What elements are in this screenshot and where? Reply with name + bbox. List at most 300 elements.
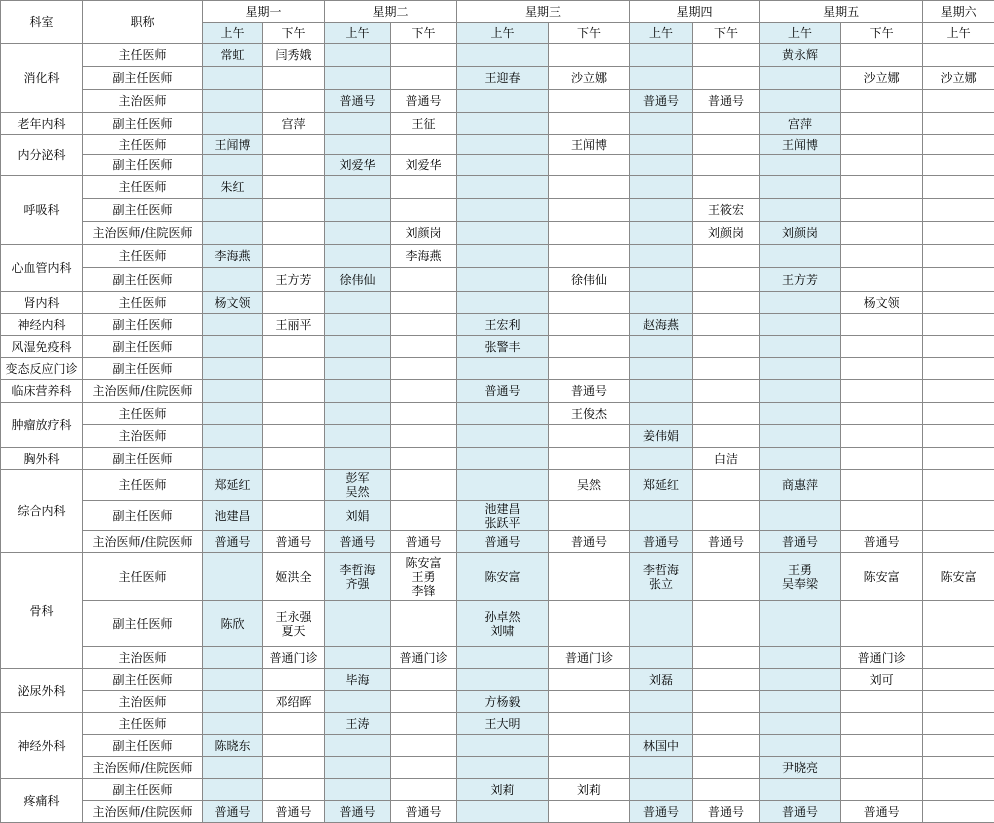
pm-header: 下午 [693, 23, 760, 44]
schedule-cell [841, 268, 923, 292]
schedule-cell [841, 713, 923, 735]
doctor-name: 普通号 [339, 94, 376, 108]
schedule-cell [923, 470, 994, 501]
title-cell: 副主任医师 [83, 669, 203, 691]
schedule-cell [263, 779, 325, 801]
schedule-cell [693, 292, 760, 314]
schedule-cell [923, 135, 994, 155]
schedule-cell [203, 314, 263, 336]
schedule-cell [457, 336, 549, 358]
schedule-cell [841, 199, 923, 222]
doctor-name: 普通号 [214, 804, 251, 819]
doctor-name: 李哲海 张立 [643, 562, 680, 591]
doctor-name: 普通号 [484, 534, 521, 549]
schedule-cell [391, 647, 457, 669]
schedule-cell [760, 553, 841, 601]
day-header-tue: 星期二 [325, 1, 457, 23]
pm-header: 下午 [263, 23, 325, 44]
schedule-cell [841, 292, 923, 314]
schedule-cell [841, 669, 923, 691]
schedule-cell [391, 292, 457, 314]
schedule-cell [923, 90, 994, 113]
schedule-cell [391, 601, 457, 647]
schedule-cell [325, 135, 391, 155]
schedule-cell [693, 135, 760, 155]
schedule-cell [325, 314, 391, 336]
schedule-cell [549, 268, 630, 292]
schedule-cell [325, 222, 391, 245]
table-row [1, 669, 994, 691]
doctor-name: 常虹 [220, 48, 245, 62]
schedule-cell [760, 245, 841, 268]
schedule-cell [549, 135, 630, 155]
doctor-name: 朱红 [220, 180, 245, 194]
schedule-cell [923, 67, 994, 90]
schedule-cell [923, 403, 994, 425]
schedule-cell [760, 757, 841, 779]
doctor-name: 李海燕 [214, 249, 251, 263]
schedule-cell [923, 553, 994, 601]
schedule-cell [325, 199, 391, 222]
table-row [1, 135, 994, 155]
schedule-cell [391, 425, 457, 448]
schedule-cell [263, 669, 325, 691]
title-cell: 副主任医师 [83, 314, 203, 336]
schedule-cell [325, 245, 391, 268]
schedule-cell [630, 757, 693, 779]
schedule-cell [325, 531, 391, 553]
schedule-cell [263, 713, 325, 735]
schedule-cell [693, 358, 760, 380]
schedule-cell [457, 647, 549, 669]
am-header: 上午 [203, 23, 263, 44]
doctor-name: 沙立娜 [940, 71, 977, 85]
schedule-cell [693, 647, 760, 669]
schedule-cell [630, 501, 693, 531]
schedule-cell [693, 199, 760, 222]
schedule-cell [203, 647, 263, 669]
schedule-cell [841, 779, 923, 801]
schedule-cell [203, 358, 263, 380]
dept-header: 科室 [1, 1, 83, 44]
schedule-cell [457, 757, 549, 779]
doctor-name: 姬洪全 [275, 569, 312, 584]
schedule-cell [457, 601, 549, 647]
schedule-cell [391, 245, 457, 268]
title-cell: 主任医师 [83, 135, 203, 155]
schedule-cell [760, 669, 841, 691]
schedule-cell [457, 222, 549, 245]
table-row [1, 222, 994, 245]
schedule-cell [693, 501, 760, 531]
schedule-cell [760, 268, 841, 292]
am-header: 上午 [457, 23, 549, 44]
doctor-name: 普通号 [275, 534, 312, 549]
schedule-cell [693, 713, 760, 735]
schedule-cell [391, 67, 457, 90]
dept-cell: 老年内科 [1, 113, 83, 135]
schedule-cell [549, 647, 630, 669]
schedule-cell [841, 448, 923, 470]
schedule-cell [325, 553, 391, 601]
schedule-cell [457, 470, 549, 501]
schedule-cell [760, 176, 841, 199]
pm-header: 下午 [549, 23, 630, 44]
schedule-cell [923, 757, 994, 779]
schedule-cell [391, 501, 457, 531]
schedule-cell [693, 90, 760, 113]
schedule-cell [325, 292, 391, 314]
doctor-name: 刘可 [869, 672, 894, 687]
schedule-cell [325, 155, 391, 176]
schedule-cell [760, 292, 841, 314]
schedule-cell [203, 425, 263, 448]
schedule-cell [841, 647, 923, 669]
schedule-cell [203, 735, 263, 757]
schedule-cell [549, 425, 630, 448]
schedule-cell [760, 501, 841, 531]
doctor-name: 普通门诊 [399, 650, 448, 665]
schedule-cell [841, 245, 923, 268]
table-row [1, 176, 994, 199]
dept-cell: 肾内科 [1, 292, 83, 314]
dept-cell: 临床营养科 [1, 380, 83, 403]
dept-cell: 心血管内科 [1, 245, 83, 292]
schedule-cell [760, 713, 841, 735]
schedule-cell [841, 470, 923, 501]
schedule-cell [391, 403, 457, 425]
schedule-cell [923, 380, 994, 403]
schedule-cell [263, 801, 325, 823]
title-cell: 副主任医师 [83, 155, 203, 176]
schedule-cell [549, 44, 630, 67]
dept-cell: 疼痛科 [1, 779, 83, 823]
table-row [1, 199, 994, 222]
schedule-cell [203, 553, 263, 601]
schedule-cell [841, 176, 923, 199]
schedule-cell [263, 155, 325, 176]
schedule-cell [923, 425, 994, 448]
doctor-name: 沙立娜 [863, 71, 900, 85]
schedule-cell [263, 199, 325, 222]
schedule-cell [549, 713, 630, 735]
doctor-name: 普通号 [339, 804, 376, 819]
schedule-cell [325, 336, 391, 358]
am-header: 上午 [760, 23, 841, 44]
title-cell: 主任医师 [83, 403, 203, 425]
schedule-cell [841, 735, 923, 757]
schedule-cell [391, 44, 457, 67]
doctor-name: 普通号 [643, 94, 680, 108]
dept-cell: 内分泌科 [1, 135, 83, 176]
schedule-cell [760, 314, 841, 336]
schedule-cell [923, 779, 994, 801]
schedule-cell [457, 135, 549, 155]
schedule-cell [630, 67, 693, 90]
schedule-cell [263, 336, 325, 358]
doctor-name: 彭军 吴然 [345, 471, 370, 499]
doctor-name: 普通号 [571, 384, 608, 398]
schedule-cell [760, 67, 841, 90]
schedule-cell [923, 448, 994, 470]
schedule-cell [923, 44, 994, 67]
doctor-name: 刘爱华 [405, 158, 442, 172]
doctor-name: 普通号 [405, 804, 442, 819]
schedule-cell [693, 531, 760, 553]
title-cell: 副主任医师 [83, 113, 203, 135]
schedule-cell [760, 222, 841, 245]
dept-cell: 综合内科 [1, 470, 83, 553]
day-header-fri: 星期五 [760, 1, 923, 23]
title-cell: 主任医师 [83, 713, 203, 735]
schedule-cell [325, 380, 391, 403]
schedule-cell [325, 669, 391, 691]
schedule-cell [325, 601, 391, 647]
doctor-name: 方杨毅 [484, 694, 521, 709]
doctor-name: 李哲海 齐强 [339, 562, 376, 591]
schedule-cell [549, 199, 630, 222]
schedule-cell [391, 336, 457, 358]
title-cell: 副主任医师 [83, 268, 203, 292]
table-row [1, 757, 994, 779]
schedule-cell [923, 669, 994, 691]
schedule-cell [263, 67, 325, 90]
doctor-name: 王大明 [484, 716, 521, 731]
schedule-cell [391, 268, 457, 292]
schedule-cell [457, 735, 549, 757]
schedule-cell [693, 757, 760, 779]
schedule-cell [457, 779, 549, 801]
schedule-cell [841, 501, 923, 531]
schedule-cell [263, 176, 325, 199]
schedule-cell [693, 380, 760, 403]
schedule-cell [841, 135, 923, 155]
title-cell: 副主任医师 [83, 779, 203, 801]
doctor-name: 王闻博 [214, 137, 251, 152]
schedule-cell [457, 176, 549, 199]
doctor-name: 陈晓东 [214, 738, 251, 753]
schedule-cell [263, 292, 325, 314]
table-row [1, 553, 994, 601]
schedule-cell [693, 801, 760, 823]
doctor-name: 普通号 [571, 534, 608, 549]
schedule-cell [630, 470, 693, 501]
table-row [1, 245, 994, 268]
schedule-cell [923, 735, 994, 757]
doctor-name: 宫萍 [788, 116, 813, 131]
schedule-cell [263, 691, 325, 713]
schedule-cell [391, 358, 457, 380]
header-row-days [1, 1, 994, 23]
schedule-cell [760, 425, 841, 448]
doctor-name: 普通门诊 [269, 650, 318, 665]
doctor-name: 普通号 [863, 534, 900, 549]
schedule-cell [841, 44, 923, 67]
schedule-cell [203, 245, 263, 268]
schedule-cell [630, 358, 693, 380]
schedule-cell [630, 601, 693, 647]
schedule-cell [693, 448, 760, 470]
schedule-cell [841, 380, 923, 403]
doctor-name: 王筱宏 [708, 203, 745, 217]
doctor-name: 王宏利 [484, 317, 521, 332]
schedule-cell [760, 601, 841, 647]
doctor-name: 徐伟仙 [571, 272, 608, 287]
doctor-name: 普通门诊 [565, 650, 614, 665]
schedule-cell [549, 292, 630, 314]
schedule-cell [693, 245, 760, 268]
schedule-cell [549, 531, 630, 553]
schedule-cell [923, 358, 994, 380]
table-row [1, 691, 994, 713]
table-row [1, 155, 994, 176]
doctor-name: 毕海 [345, 672, 370, 687]
doctor-name: 黄永辉 [782, 48, 819, 62]
schedule-cell [630, 336, 693, 358]
schedule-cell [325, 403, 391, 425]
schedule-cell [203, 67, 263, 90]
schedule-cell [549, 757, 630, 779]
schedule-cell [841, 336, 923, 358]
schedule-cell [923, 501, 994, 531]
schedule-cell [203, 380, 263, 403]
schedule-cell [841, 757, 923, 779]
title-cell: 主任医师 [83, 44, 203, 67]
schedule-cell [630, 425, 693, 448]
schedule-cell [203, 669, 263, 691]
doctor-name: 沙立娜 [571, 71, 608, 85]
schedule-cell [923, 601, 994, 647]
doctor-name: 刘颜岗 [782, 226, 819, 240]
doctor-name: 刘磊 [649, 672, 674, 687]
table-row [1, 448, 994, 470]
schedule-cell [457, 199, 549, 222]
dept-cell: 肿瘤放疗科 [1, 403, 83, 448]
table-row [1, 601, 994, 647]
schedule-cell [457, 245, 549, 268]
schedule-cell [391, 135, 457, 155]
title-header: 职称 [83, 1, 203, 44]
schedule-cell [391, 470, 457, 501]
schedule-cell [760, 44, 841, 67]
title-cell: 主任医师 [83, 470, 203, 501]
schedule-cell [841, 531, 923, 553]
schedule-cell [841, 553, 923, 601]
doctor-name: 邓绍晖 [275, 694, 312, 709]
am-header: 上午 [923, 23, 994, 44]
schedule-cell [693, 268, 760, 292]
schedule-cell [203, 199, 263, 222]
doctor-name: 王方芳 [782, 272, 819, 287]
schedule-cell [549, 801, 630, 823]
schedule-cell [760, 691, 841, 713]
schedule-cell [391, 448, 457, 470]
title-cell: 主任医师 [83, 553, 203, 601]
schedule-cell [203, 757, 263, 779]
schedule-cell [263, 757, 325, 779]
schedule-cell [693, 470, 760, 501]
schedule-cell [923, 222, 994, 245]
schedule-cell [760, 531, 841, 553]
schedule-cell [630, 713, 693, 735]
schedule-cell [923, 292, 994, 314]
schedule-cell [203, 501, 263, 531]
schedule-cell [457, 358, 549, 380]
schedule-cell [391, 155, 457, 176]
schedule-cell [693, 553, 760, 601]
schedule-cell [760, 470, 841, 501]
doctor-name: 刘颜岗 [405, 226, 442, 240]
table-row [1, 314, 994, 336]
schedule-cell [549, 448, 630, 470]
table-row [1, 336, 994, 358]
doctor-name: 王方芳 [275, 272, 312, 287]
schedule-cell [391, 735, 457, 757]
schedule-cell [760, 801, 841, 823]
table-row [1, 67, 994, 90]
schedule-cell [263, 501, 325, 531]
schedule-cell [630, 448, 693, 470]
schedule-cell [457, 553, 549, 601]
schedule-cell [923, 691, 994, 713]
doctor-name: 王征 [411, 116, 436, 131]
schedule-cell [325, 779, 391, 801]
schedule-cell [760, 358, 841, 380]
schedule-cell [391, 669, 457, 691]
doctor-name: 普通号 [275, 804, 312, 819]
doctor-name: 池建昌 [214, 508, 251, 523]
title-cell: 副主任医师 [83, 67, 203, 90]
doctor-name: 普通号 [782, 534, 819, 549]
doctor-name: 王俊杰 [571, 406, 608, 421]
schedule-cell [263, 601, 325, 647]
schedule-cell [630, 90, 693, 113]
schedule-cell [693, 155, 760, 176]
title-cell: 副主任医师 [83, 448, 203, 470]
schedule-cell [923, 314, 994, 336]
schedule-cell [630, 135, 693, 155]
dept-cell: 泌尿外科 [1, 669, 83, 713]
table-row [1, 647, 994, 669]
title-cell: 主治医师/住院医师 [83, 380, 203, 403]
schedule-cell [841, 113, 923, 135]
schedule-cell [391, 314, 457, 336]
title-cell: 主治医师/住院医师 [83, 801, 203, 823]
schedule-cell [549, 380, 630, 403]
schedule-cell [693, 222, 760, 245]
doctor-name: 普通号 [708, 804, 745, 819]
schedule-cell [263, 113, 325, 135]
schedule-cell [630, 245, 693, 268]
doctor-name: 普通号 [863, 804, 900, 819]
schedule-cell [391, 380, 457, 403]
schedule-cell [693, 403, 760, 425]
schedule-cell [263, 448, 325, 470]
schedule-cell [549, 501, 630, 531]
doctor-name: 普通号 [782, 804, 819, 819]
schedule-cell [693, 669, 760, 691]
schedule-cell [760, 135, 841, 155]
schedule-cell [841, 67, 923, 90]
schedule-cell [203, 601, 263, 647]
schedule-cell [325, 735, 391, 757]
schedule-cell [923, 176, 994, 199]
schedule-cell [203, 779, 263, 801]
table-row [1, 470, 994, 501]
table-row [1, 425, 994, 448]
schedule-cell [263, 358, 325, 380]
schedule-cell [693, 176, 760, 199]
